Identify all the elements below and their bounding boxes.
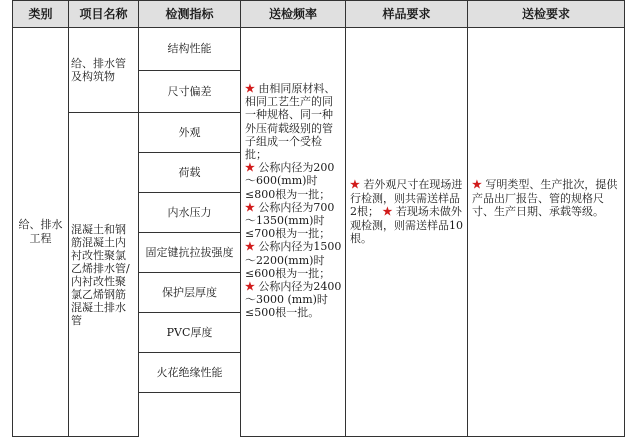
frequency-text: 由相同原材料、相同工艺生产的同一种规格、同一种外压荷载级别的管子组成一个受检批； [245, 82, 336, 162]
header-category: 类别 [13, 1, 69, 28]
header-send-req: 送检要求 [468, 1, 625, 28]
header-indicator: 检测指标 [139, 1, 241, 28]
indicator-cell: 固定键抗拉拔强度 [139, 233, 241, 273]
frequency-text: 公称内径为2400～3000 (mm)时≤500根一批。 [245, 280, 342, 320]
header-row [13, 1, 625, 28]
indicator-cell: 保护层厚度 [139, 273, 241, 313]
inspection-table [12, 0, 625, 437]
sample-text: 若外观尺寸在现场进行检测，则共需送样品2根； [350, 178, 463, 218]
header-sample: 样品要求 [346, 1, 468, 28]
indicator-cell: 外观 [139, 113, 241, 153]
send-req-text: 写明类型、生产批次，提供产品出厂报告、管的规格尺寸、生产日期、承载等级。 [472, 178, 618, 218]
table-row [13, 28, 625, 71]
indicator-cell: 内水压力 [139, 193, 241, 233]
project-cell: 给、排水管及构筑物 [69, 28, 139, 113]
frequency-text: 公称内径为700～1350(mm)时≤700根为一批； [245, 200, 335, 241]
frequency-text: 公称内径为1500～2200(mm)时≤600根为一批； [245, 240, 342, 280]
project-cell: 混凝土和钢筋混凝土内衬改性聚氯乙烯排水管/内衬改性聚氯乙烯钢筋混凝土排水管 [69, 113, 139, 437]
header-frequency: 送检频率 [241, 1, 346, 28]
star-icon: ★ [350, 178, 360, 191]
frequency-text: 公称内径为200～600(mm)时≤800根为一批； [245, 161, 335, 201]
star-icon: ★ [245, 200, 255, 214]
send-req-cell [468, 28, 625, 437]
star-icon: ★ [245, 280, 255, 294]
indicator-cell: 火花绝缘性能 [139, 353, 241, 393]
star-icon: ★ [245, 240, 255, 254]
sample-cell [346, 28, 468, 437]
star-icon: ★ [245, 161, 255, 175]
sample-text: 若现场未做外观检测，则需送样品10根。 [350, 205, 463, 245]
category-cell: 给、排水工程 [13, 28, 69, 437]
header-project: 项目名称 [69, 1, 139, 28]
indicator-cell: 结构性能 [139, 28, 241, 71]
frequency-cell [241, 28, 346, 437]
star-icon: ★ [245, 82, 255, 95]
star-icon: ★ [472, 178, 482, 191]
star-icon: ★ [382, 205, 393, 218]
indicator-cell: PVC厚度 [139, 313, 241, 353]
indicator-cell: 尺寸偏差 [139, 71, 241, 113]
indicator-cell: 荷载 [139, 153, 241, 193]
